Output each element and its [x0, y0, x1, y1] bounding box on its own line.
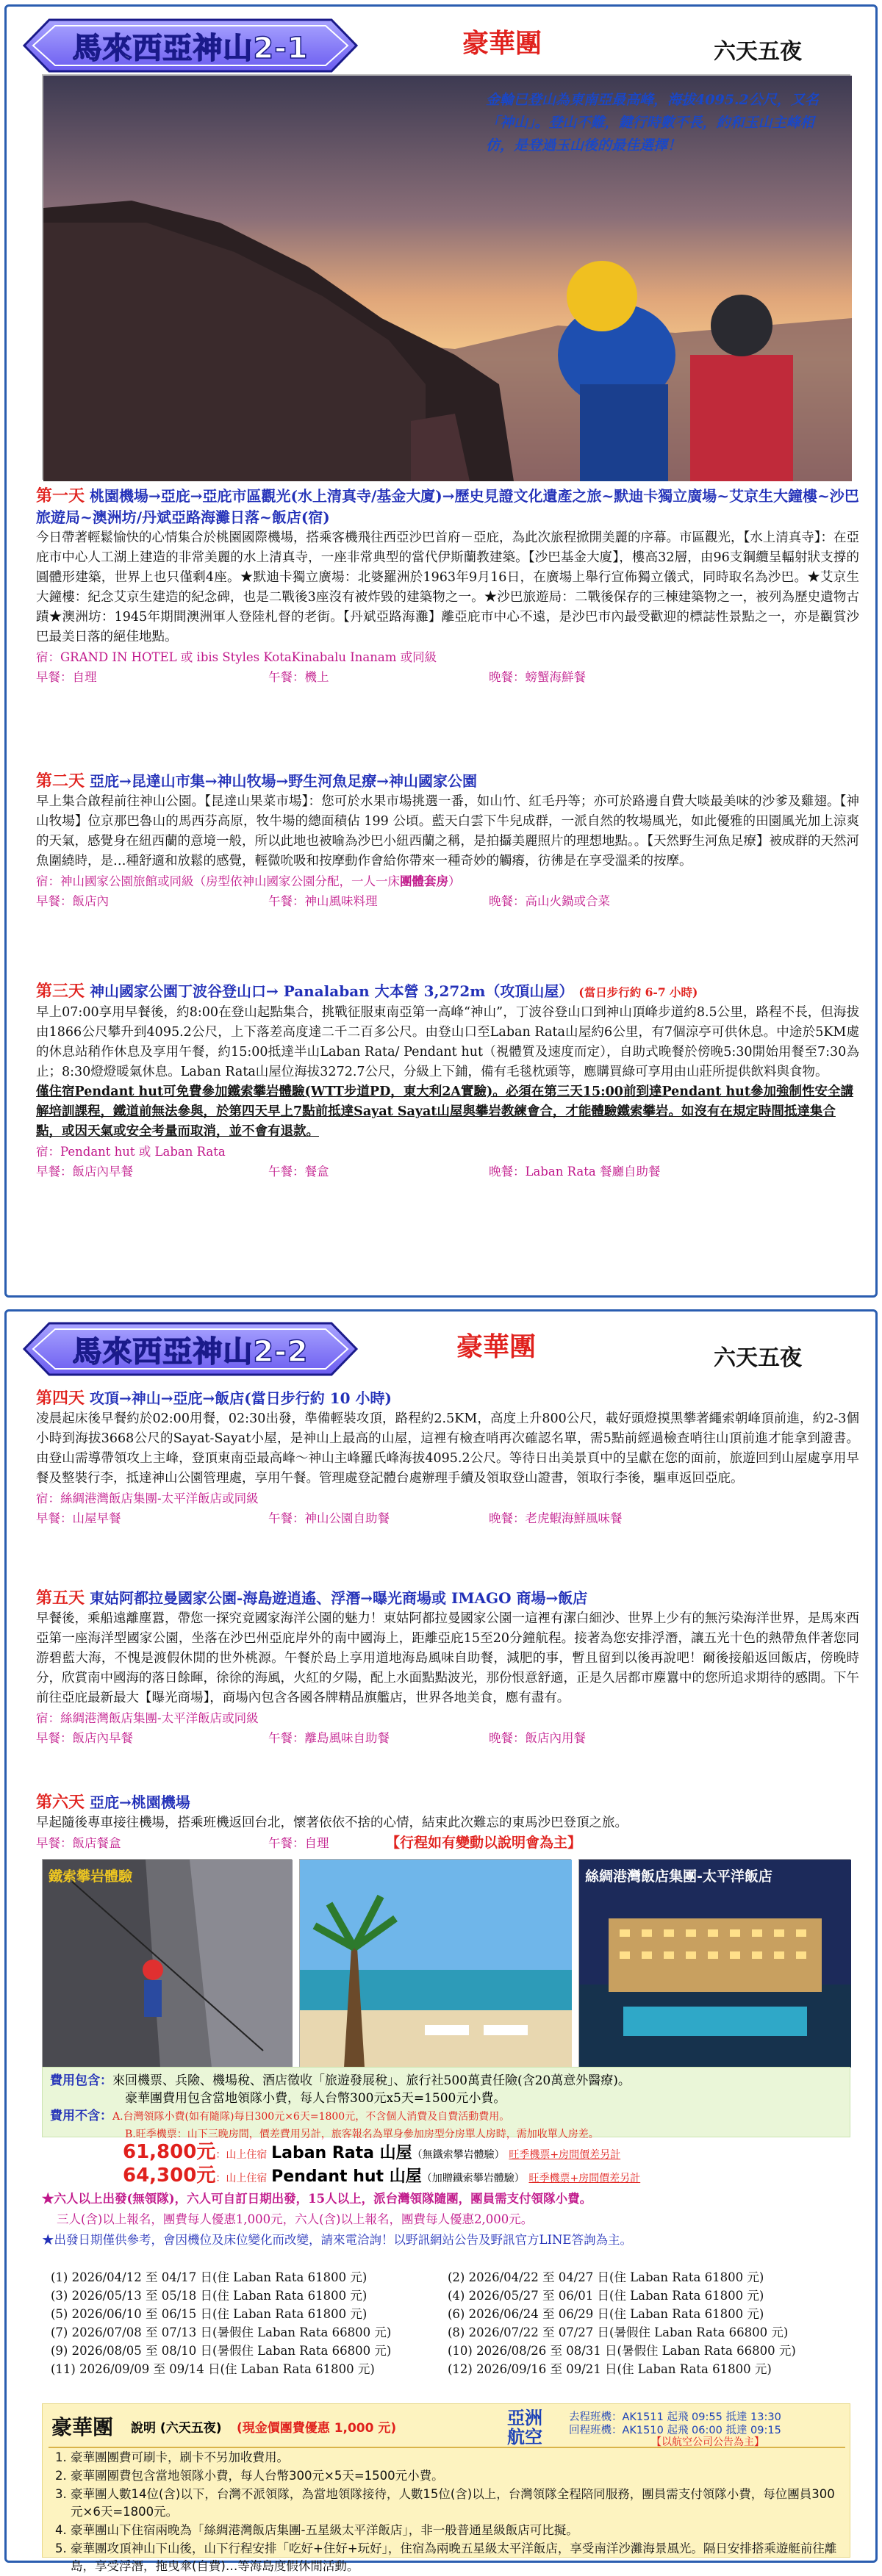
- day-number: 第六天: [36, 1793, 85, 1812]
- day-meals: [36, 1833, 859, 1853]
- fee-include-line-2: 豪華團費用包含當地領隊小費，每人台幣300元x5天=1500元小費。: [125, 2091, 506, 2106]
- terms-item: 2. 豪華團團費包含當地領隊小費，每人台幣300元×5天=1500元小費。: [71, 2467, 845, 2485]
- day-walk-time: (當日步行約 6-7 小時): [578, 985, 698, 999]
- day-title: 亞庇→昆達山市集→神山牧場→野生河魚足療→神山國家公園: [89, 772, 478, 790]
- group-size-rule: ★六人以上出發(無領隊)，六人可自訂日期出發，15人以上，派台灣領隊隨團，團員需支付領隊小費。: [42, 2192, 592, 2206]
- banner-title: 馬來西亞神山2-2: [72, 1334, 309, 1369]
- itinerary-page-2: [4, 1309, 878, 2573]
- fee-exclude-line: [50, 2107, 842, 2126]
- departure-dates: [51, 2268, 845, 2378]
- date-item: (5) 2026/06/10 至 06/15 日(住 Laban Rata 61800 元): [51, 2307, 368, 2321]
- date-row: [51, 2287, 845, 2305]
- terms-item: 1. 豪華團團費可刷卡，刷卡不另加收費用。: [71, 2449, 845, 2467]
- day-1-section: [36, 486, 859, 687]
- day-meals: [36, 891, 859, 911]
- price-extra: （加贈鐵索攀岩體驗）: [421, 2173, 525, 2184]
- fee-include-text: 來回機票、兵險、機場稅、酒店徵收「旅遊發展稅」、旅行社500萬責任險(含20萬意外醫療)。: [112, 2073, 631, 2088]
- via-ferrata-notice: 僅住宿Pendant hut可免費參加鐵索攀岩體驗(WTT步道PD，東大利2A實驗)。必須在第三天15:00前到達Pendant hut參加強制性安全講解培訓課程，鐵道前無法參與，於第四天早上7點前抵達Sayat Sayat山屋與攀岩教練會合，才能體驗鐵索攀岩。如沒有在規定時間抵達集合點，或因天氣或安全考量而取消，並不會有退款。: [36, 1084, 853, 1139]
- group-discount: 三人(含)以上報名，團費每人優惠1,000元，六人(含)以上報名，團費每人優惠2,000元。: [57, 2212, 534, 2226]
- date-row: [51, 2342, 845, 2360]
- photo-label: 絲綢港灣飯店集團-太平洋飯店: [585, 1868, 772, 1885]
- brand-title: 豪華團: [462, 29, 542, 59]
- day-meals: [36, 1728, 859, 1748]
- price-row-pendant: [42, 2165, 850, 2189]
- day-description: 早餐後，乘船遠離塵囂，帶您一探究竟國家海洋公園的魅力！東姑阿都拉曼國家公園一這裡有潔白細沙、世界上少有的無污染海洋世界，是馬來西亞第一座海洋型國家公園，坐落在沙巴州亞庇岸外的南中國海上，距離亞庇15至20分鐘航程。接著為您安排浮潛，讓五光十色的熱帶魚伴著您同游碧藍大海，不愧是渡假休閒的世外桃源。午餐於島上享用道地海島風味自助餐，減肥的事，暫且留到以後再說吧！爾後接船返回飯店，傍晚時分，欣賞南中國海的落日餘暉，徐徐的海風，火紅的夕陽，配上水面點點波光，那份恨意舒適，正是久居都市塵囂中的您所追求期待的感間。下午前往亞庇最新最大【曝光商場】，商場內包含各國各牌精品旗艦店，世界各地美食，應有盡有。: [36, 1611, 859, 1705]
- terms-brand: 豪華團: [51, 2415, 114, 2439]
- dinner: 晚餐：老虎蝦海鮮風味餐: [489, 1511, 623, 1525]
- date-item: (2) 2026/04/22 至 04/27 日(住 Laban Rata 61800 元): [448, 2270, 764, 2284]
- terms-list: [49, 2448, 845, 2576]
- lunch: 午餐：離島風味自助餐: [268, 1731, 390, 1745]
- lunch: 午餐：自理: [268, 1836, 329, 1850]
- day-number: 第一天: [36, 486, 85, 506]
- breakfast: 早餐：自理: [36, 670, 97, 684]
- fee-include-label: 費用包含：: [50, 2073, 112, 2088]
- date-item: (3) 2026/05/13 至 05/18 日(住 Laban Rata 61800 元): [51, 2289, 368, 2303]
- day-meals: [36, 667, 859, 687]
- day-4-section: [36, 1388, 859, 1528]
- price-note: ：山上住宿: [215, 2173, 268, 2184]
- terms-item: 3. 豪華團人數14位(含)以下，台灣不派領隊，為當地領隊接待，人數15位(含)以上，台灣領隊全程陪同服務，團員需支付領隊小費，每位團員300元×6天=1800元。: [71, 2486, 845, 2521]
- date-item: (7) 2026/07/08 至 07/13 日(暑假住 Laban Rata 66800 元): [51, 2325, 392, 2339]
- lunch: 午餐：神山公園自助餐: [268, 1511, 390, 1525]
- brand-title: 豪華團: [456, 1332, 537, 1362]
- flight-note: 【以航空公司公告為主】: [651, 2436, 764, 2448]
- day-title: 東姑阿都拉曼國家公園-海島遊逍遙、浮潛→曝光商場或 IMAGO 商場→飯店: [89, 1589, 588, 1607]
- breakfast: 早餐：山屋早餐: [36, 1511, 121, 1525]
- terms-box: [42, 2403, 850, 2573]
- day-2-section: [36, 771, 859, 911]
- fee-box: [42, 2067, 850, 2140]
- day-description: 早上07:00享用早餐後，約8:00在登山起點集合，挑戰征服東南亞第一高峰“神山”，丁波谷登山口到神山頂峰步道約8.5公里，路程不長，但海拔由1866公尺攀升到4095.2公尺，上下落差高度達二千二百多公尺。由登山口至Laban Rata山屋約6公里，有7個涼亭可供休息。中途於5KM處的休息站稍作休息及享用午餐，約15:00抵達半山Laban Rata/ Pendant hut（視體質及速度而定），自助式晚餐於傍晚5:30開始用餐至7:30為止；8:30燈燈暖氣休息。Laban Rata山屋位海拔3272.7公尺，分級上下鋪，備有毛毯枕頭等，應購買綠可享用由山莊所提供飲料與食物。: [36, 1005, 859, 1079]
- day-1-heading: [36, 486, 859, 528]
- dinner: 晚餐：Laban Rata 餐廳自助餐: [489, 1165, 661, 1179]
- breakfast: 早餐：飯店內早餐: [36, 1165, 133, 1179]
- price-tail: 旺季機票+房間價差另計: [509, 2149, 621, 2161]
- price-amount: 64,300元: [123, 2165, 216, 2187]
- photo-strip: [42, 1859, 850, 2067]
- day-5-section: [36, 1588, 859, 1748]
- day-description: 早起隨後專車接往機場，搭乘班機返回台北，懷著依依不捨的心情，結束此次難忘的東馬沙巴登頂之旅。: [36, 1816, 628, 1830]
- price-tail: 旺季機票+房間價差另計: [528, 2173, 641, 2184]
- price-hut: Pendant hut 山屋: [271, 2167, 422, 2186]
- flight-return: 回程班機：AK1510 起飛 06:00 抵達 09:15: [569, 2425, 781, 2436]
- date-item: (10) 2026/08/26 至 08/31 日(暑假住 Laban Rata 66800 元): [448, 2344, 796, 2358]
- day-4-heading: [36, 1388, 859, 1409]
- terms-say: 說明 (六天五夜): [131, 2421, 222, 2436]
- day-meals: [36, 1162, 859, 1181]
- terms-cash-discount: (現金價團費優惠 1,000 元): [237, 2421, 397, 2436]
- price-note: ：山上住宿: [215, 2149, 268, 2161]
- fee-include-line: [50, 2072, 842, 2090]
- via-ferrata-photo: [42, 1859, 292, 2067]
- hotel-tag: 團體套房: [400, 874, 448, 888]
- day-hotel: 宿：絲綢港灣飯店集團-太平洋飯店或同級: [36, 1711, 259, 1725]
- duration-label: 六天五夜: [714, 39, 802, 65]
- date-row: [51, 2305, 845, 2323]
- hotel-text: 宿：神山國家公園旅館或同級（房型依神山國家公園分配，一人一床: [36, 874, 400, 888]
- dinner: 晚餐：飯店內用餐: [489, 1731, 586, 1745]
- fee-exclude-b: B.旺季機票：山下三晚房間，價差費用另計，旅客報名為單身參加房型分房單人房時，需加收單人房差。: [125, 2129, 599, 2140]
- date-item: (12) 2026/09/16 至 09/21 日(住 Laban Rata 61800 元): [448, 2362, 772, 2376]
- flight-outbound: 去程班機：AK1511 起飛 09:55 抵達 13:30: [569, 2411, 781, 2423]
- date-item: (1) 2026/04/12 至 04/17 日(住 Laban Rata 61800 元): [51, 2270, 368, 2284]
- day-description: 凌晨起床後早餐約於02:00用餐，02:30出發，準備輕裝攻頂，路程約2.5KM，高度上升800公尺，載好頭燈摸黑攀著繩索朝峰頂前進，約2-3個小時到海拔3668公尺的Sayat-Sayat小屋，是神山上最高的山屋，這裡有檢查哨再次確認名單，需5點前經過檢查哨往山頂前進才能拿到證書。由登山需導帶領攻上主峰，登頂東南亞最高峰～神山主峰羅氏峰海拔4095.2公尺。等待日出美景頁中的呈獻在您的面前，旅遊回到山屋處享用早餐及整裝行李，抵達神山公園管理處，享用午餐。管理處登記體台處辦理手續及領取登山證書，領取行李後，驅車返回亞庇。: [36, 1411, 859, 1486]
- photo-label: 鐵索攀岩體驗: [49, 1868, 133, 1885]
- duration-label: 六天五夜: [714, 1345, 802, 1371]
- banner-title: 馬來西亞神山2-1: [72, 31, 309, 65]
- fee-exclude-label: 費用不含：: [50, 2109, 112, 2123]
- dinner: 晚餐：高山火鍋或合菜: [489, 894, 610, 908]
- day-6-section: [36, 1792, 859, 1853]
- day-hotel: 宿：Pendant hut 或 Laban Rata: [36, 1145, 226, 1159]
- dinner: 晚餐：螃蟹海鮮餐: [489, 670, 586, 684]
- day-meals: [36, 1508, 859, 1528]
- day-6-heading: [36, 1792, 859, 1813]
- day-hotel: 宿：絲綢港灣飯店集團-太平洋飯店或同級: [36, 1492, 259, 1505]
- day-3-section: [36, 981, 859, 1181]
- beach-photo: [299, 1859, 571, 2067]
- lunch: 午餐：神山風味料理: [268, 894, 378, 908]
- breakfast: 早餐：飯店餐盒: [36, 1836, 121, 1850]
- lunch: 午餐：餐盒: [268, 1165, 329, 1179]
- day-number: 第二天: [36, 771, 85, 791]
- price-amount: 61,800元: [123, 2141, 216, 2163]
- day-hotel: 宿：GRAND IN HOTEL 或 ibis Styles KotaKinabalu Inanam 或同級: [36, 650, 437, 664]
- price-extra: （無鐵索攀岩體驗）: [412, 2149, 505, 2161]
- terms-header: [49, 2407, 845, 2448]
- date-item: (9) 2026/08/05 至 08/10 日(暑假住 Laban Rata 66800 元): [51, 2344, 392, 2358]
- day-5-heading: [36, 1588, 859, 1609]
- date-item: (11) 2026/09/09 至 09/14 日(住 Laban Rata 61800 元): [51, 2362, 375, 2376]
- hotel-photo: [578, 1859, 850, 2067]
- day-title: 桃園機場→亞庇→亞庇市區觀光(水上清真寺/基金大廈)→歷史見證文化遺產之旅~默迪卡獨立廣場~艾京生大鐘樓~沙巴旅遊局~澳洲坊/丹斌亞路海灘日落~飯店(宿): [36, 487, 859, 526]
- date-item: (8) 2026/07/22 至 07/27 日(暑假住 Laban Rata 66800 元): [448, 2325, 789, 2339]
- summit-photo: [42, 74, 850, 480]
- terms-item: 5. 豪華團攻頂神山下山後，山下行程安排「吃好+住好+玩好」，住宿為兩晚五星級太平洋飯店，享受南洋沙灘海景風光。隔日安排搭乘遊艇前往離島，享受浮潛，拖曳傘(自費)…等海島度假休閒活動。: [71, 2540, 845, 2575]
- date-item: (6) 2026/06/24 至 06/29 日(住 Laban Rata 61800 元): [448, 2307, 764, 2321]
- itinerary-page-1: [4, 4, 878, 1298]
- date-disclaimer: ★出發日期僅供參考，會因機位及床位變化而改變，請來電洽詢！以野訊網站公告及野訊官方LINE答詢為主。: [42, 2233, 632, 2247]
- page-banner: [21, 1317, 359, 1381]
- day-hotel: 宿：神山國家公園旅館或同級（房型依神山國家公園分配，一人一床團體套房）: [36, 874, 461, 888]
- price-hut: Laban Rata 山屋: [271, 2144, 412, 2162]
- day-3-heading: [36, 981, 859, 1003]
- date-item: (4) 2026/05/27 至 06/01 日(住 Laban Rata 61800 元): [448, 2289, 764, 2303]
- day-description: 早上集合啟程前往神山公園。【昆達山果菜市場】：您可於水果市場挑選一番，如山竹、紅毛丹等；亦可於路邊自費大啖最美味的沙爹及雞翅。【神山牧場】位京那巴魯山的馬西芬高原，牧牛場的總面積佔 199 公頃。藍天白雲下牛兒成群，一派自然的牧場風光，如此優雅的田園風光加上涼爽的天氣，感覺身在紐西蘭的意境一般，所以此地也被喻為沙巴小紐西蘭之稱，是拍攝美麗照片的理想地點。。【天然野生河魚足療】被成群的天然河魚圍繞時，是…種舒適和放鬆的感覺，輕微吮吸和按摩動作會給你帶來一種奇妙的觸癢，彷彿是在享受溫柔的按摩。: [36, 794, 859, 868]
- day-2-heading: [36, 771, 859, 792]
- day-title: 神山國家公園丁波谷登山口→ Panalaban 大本營 3,272m（攻頂山屋）: [89, 982, 574, 1000]
- photo-quote: 金輪已登山為東南亞最高峰，海拔4095.2公尺，又名「神山」。登山不難，鍵行時數不長，約和玉山主峰相仿，是登過玉山後的最佳選擇！: [486, 92, 819, 154]
- day-title: 攻頂→神山→亞庇→飯店(當日步行約 10 小時): [89, 1389, 392, 1407]
- fee-exclude-a: A.台灣領隊小費(如有隨隊)每日300元×6天=1800元，不含個人消費及自費活動費用。: [112, 2111, 510, 2123]
- lunch: 午餐：機上: [268, 670, 329, 684]
- price-row-laban: [42, 2142, 850, 2165]
- day-number: 第三天: [36, 982, 85, 1001]
- price-section: [42, 2142, 850, 2251]
- day-number: 第五天: [36, 1589, 85, 1608]
- day-title: 亞庇→桃園機場: [89, 1794, 190, 1811]
- airline-name: 亞洲航空: [507, 2408, 542, 2447]
- date-row: [51, 2268, 845, 2287]
- date-row: [51, 2360, 845, 2378]
- page-banner: [21, 14, 359, 77]
- day-description: 今日帶著輕鬆愉快的心情集合於桃園國際機場，搭乘客機飛往西亞沙巴首府－亞庇，為此次旅程掀開美麗的序幕。市區觀光，【水上清真寺】：在亞庇市中心人工湖上建造的非常美麗的水上清真寺，一座非常典型的當代伊斯蘭教建築。【沙巴基金大廈】，樓高32層，由96支鋼纜呈輻射狀支撐的圓體形建築，世界上也只僅剩4座。★默迪卡獨立廣場：北婆羅洲於1963年9月16日，在廣場上舉行宣佈獨立儀式，同時取名為沙巴。★艾京生大鐘樓：紀念艾京生建造的紀念碑，也是二戰後3座沒有被炸毀的建築物之一。★沙巴旅遊局：二戰後保存的三棟建築物之一，被列為歷史遺物古蹟★澳洲坊：1945年期間澳洲軍人登陸札督的老街。【丹斌亞路海灘】離亞庇市中心不遠，是沙巴市內最受歡迎的標誌性景點之一，亦是觀賞沙巴最美日落的絕佳地點。: [36, 530, 859, 644]
- breakfast: 早餐：飯店內: [36, 894, 109, 908]
- breakfast: 早餐：飯店內早餐: [36, 1731, 133, 1745]
- terms-item: 4. 豪華團山下住宿兩晚為「絲綢港灣飯店集團-五星級太平洋飯店」，非一般普通星級飯店可比擬。: [71, 2522, 845, 2539]
- itinerary-remark: 【行程如有變動以說明會為主】: [386, 1835, 582, 1851]
- day-number: 第四天: [36, 1389, 85, 1408]
- date-row: [51, 2323, 845, 2342]
